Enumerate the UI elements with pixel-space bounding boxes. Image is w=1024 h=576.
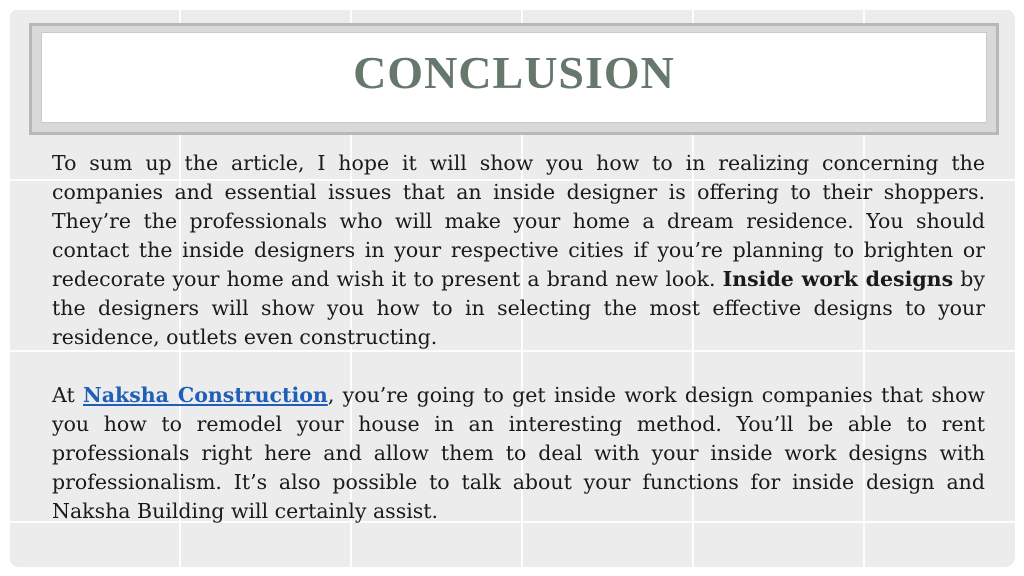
paragraph-1-text-end: by the designers will show you how to in selecting the most effective designs to your residence, outlets even constructing. <box>52 267 985 349</box>
paragraph-2 <box>52 381 985 526</box>
paragraph-1-text-start: To sum up the article, I hope it will show you how to in realizing concerning the companies and essential issues that an inside designer is offering to their shoppers. They’re the professionals who will make your home a dream residence. You should contact the inside designers in your respective cities if you’re planning to brighten or redecorate your home and wish it to present a brand new look. <box>52 151 985 291</box>
slide <box>9 9 1015 567</box>
paragraph-2-text-start: At <box>52 383 84 407</box>
naksha-construction-link[interactable]: Naksha Construction <box>83 383 328 407</box>
slide-title: CONCLUSION <box>353 47 675 98</box>
paragraph-2-text-end: , you’re going to get inside work design companies that show you how to remodel your house in an interesting method. You’ll be able to rent professionals right here and allow them to deal with your inside work designs with professionalism. It’s also possible to talk about your functions for inside design and Naksha Building will certainly assist. <box>52 383 985 523</box>
title-frame <box>29 23 999 135</box>
paragraph-1-bold-phrase: Inside work designs <box>722 267 954 291</box>
title-box <box>41 32 987 123</box>
paragraph-1 <box>52 149 985 352</box>
slide-content <box>52 149 985 526</box>
